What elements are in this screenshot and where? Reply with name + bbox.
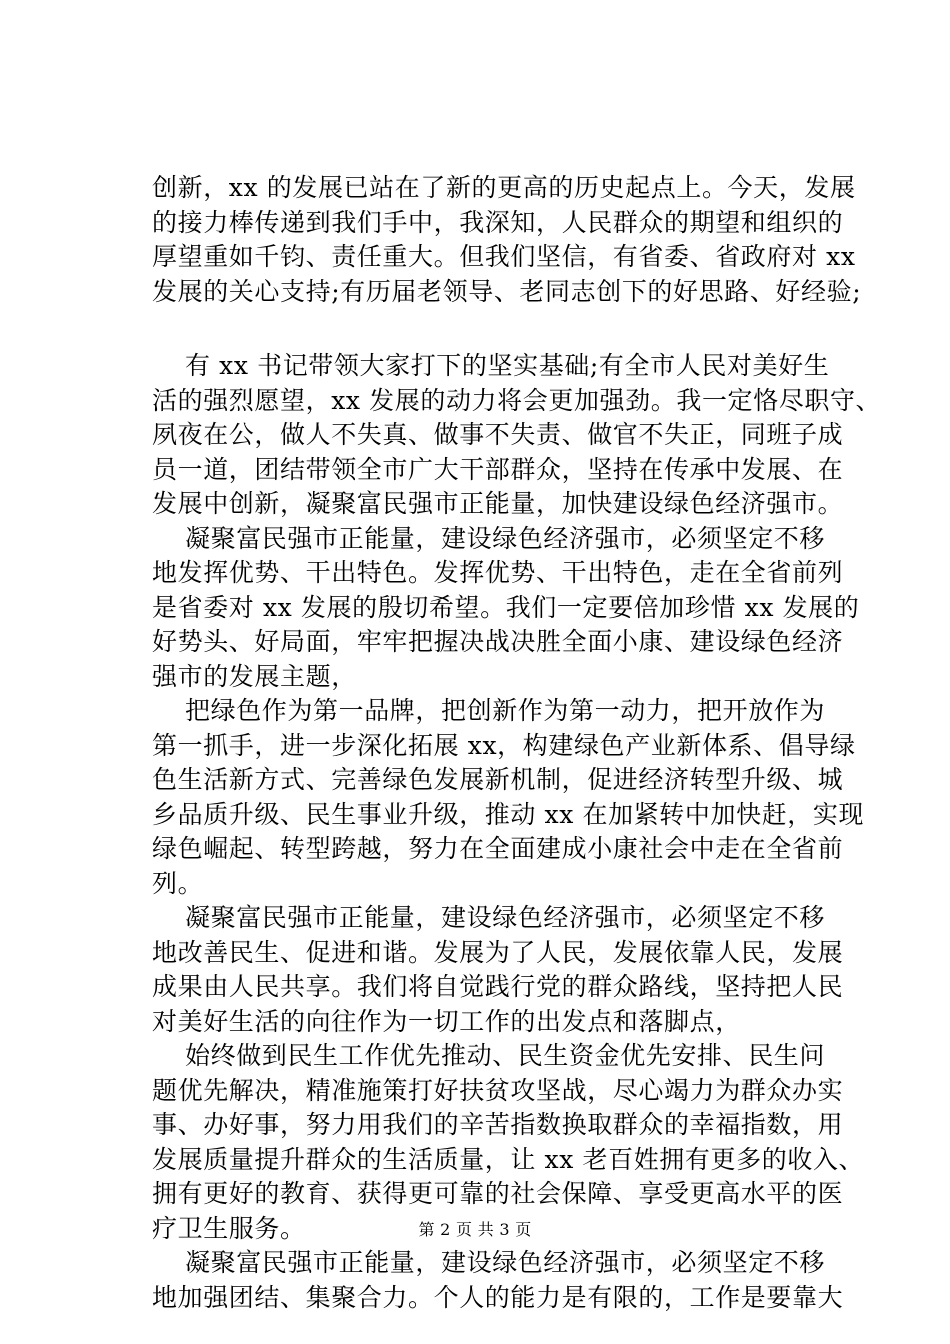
text-line: 强市的发展主题， bbox=[152, 661, 357, 691]
text-line: 乡品质升级、民生事业升级，推动 xx 在加紧转中加快赶，实现 bbox=[152, 799, 865, 829]
document-body bbox=[152, 171, 882, 1315]
text-line: 活的强烈愿望，xx 发展的动力将会更加强劲。我一定恪尽职守、 bbox=[152, 385, 882, 415]
text-line: 夙夜在公，做人不失真、做事不失责、做官不失正，同班子成 bbox=[152, 420, 844, 449]
text-line: 把绿色作为第一品牌，把创新作为第一动力，把开放作为 bbox=[185, 696, 826, 725]
text-line: 地加强团结、集聚合力。个人的能力是有限的，工作是要靠大 bbox=[152, 1282, 844, 1312]
text-line: 发展的关心支持;有历届老领导、老同志创下的好思路、好经验; bbox=[152, 276, 862, 306]
text-line: 色生活新方式、完善绿色发展新机制，促进经济转型升级、城 bbox=[152, 765, 844, 794]
text-line: 好势头、好局面，牢牢把握决战决胜全面小康、建设绿色经济 bbox=[152, 627, 844, 656]
text-line: 的接力棒传递到我们手中，我深知，人民群众的期望和组织的 bbox=[152, 207, 844, 237]
paragraph-gap bbox=[152, 309, 832, 349]
text-line: 题优先解决，精准施策打好扶贫攻坚战，尽心竭力为群众办实 bbox=[152, 1075, 844, 1105]
text-line: 发展质量提升群众的生活质量，让 xx 老百姓拥有更多的收入、 bbox=[152, 1144, 865, 1174]
text-line: 疗卫生服务。 bbox=[152, 1213, 306, 1243]
text-line: 事、办好事，努力用我们的辛苦指数换取群众的幸福指数，用 bbox=[152, 1110, 844, 1139]
text-line: 凝聚富民强市正能量，建设绿色经济强市，必须坚定不移 bbox=[185, 903, 826, 932]
text-line: 地改善民生、促进和谐。发展为了人民，发展依靠人民，发展 bbox=[152, 937, 844, 967]
text-line: 凝聚富民强市正能量，建设绿色经济强市，必须坚定不移 bbox=[185, 1248, 826, 1277]
text-line: 是省委对 xx 发展的殷切希望。我们一定要倍加珍惜 xx 发展的 bbox=[152, 592, 860, 622]
text-line: 员一道，团结带领全市广大干部群众，坚持在传承中发展、在 bbox=[152, 454, 844, 484]
text-line: 有 xx 书记带领大家打下的坚实基础;有全市人民对美好生 bbox=[185, 351, 830, 380]
text-line: 厚望重如千钧、责任重大。但我们坚信，有省委、省政府对 xx bbox=[152, 242, 856, 271]
text-line: 地发挥优势、干出特色。发挥优势、干出特色，走在全省前列 bbox=[152, 558, 844, 587]
text-line: 对美好生活的向往作为一切工作的出发点和落脚点， bbox=[152, 1006, 741, 1036]
text-line: 成果由人民共享。我们将自觉践行党的群众路线，坚持把人民 bbox=[152, 972, 844, 1001]
text-line: 创新，xx 的发展已站在了新的更高的历史起点上。今天，发展 bbox=[152, 173, 856, 202]
text-line: 始终做到民生工作优先推动、民生资金优先安排、民生问 bbox=[185, 1041, 826, 1070]
text-line: 列。 bbox=[152, 868, 204, 898]
text-line: 拥有更好的教育、获得更可靠的社会保障、享受更高水平的医 bbox=[152, 1179, 844, 1208]
text-line: 绿色崛起、转型跨越，努力在全面建成小康社会中走在全省前 bbox=[152, 834, 844, 863]
text-line: 凝聚富民强市正能量，建设绿色经济强市，必须坚定不移 bbox=[185, 523, 826, 553]
text-line: 第一抓手，进一步深化拓展 xx，构建绿色产业新体系、倡导绿 bbox=[152, 730, 856, 760]
page-number-footer: 第 2 页 共 3 页 bbox=[418, 1220, 532, 1239]
text-line: 发展中创新，凝聚富民强市正能量，加快建设绿色经济强市。 bbox=[152, 489, 844, 518]
